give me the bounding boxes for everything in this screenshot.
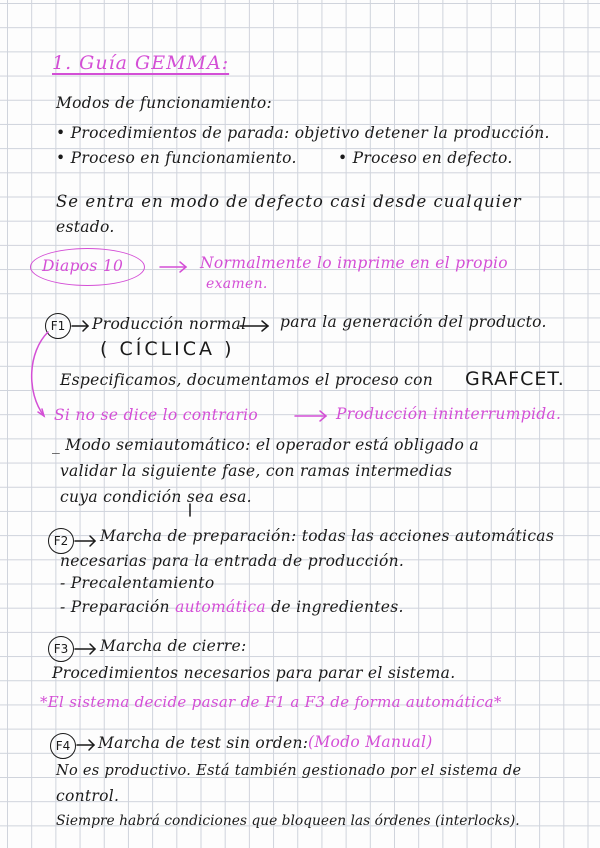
f1-badge: F1 bbox=[45, 313, 71, 339]
f4-line: Marcha de test sin orden: bbox=[98, 734, 309, 752]
bullet-item: • Proceso en funcionamiento. bbox=[56, 149, 297, 167]
bullet-text: Proceso en defecto. bbox=[352, 149, 513, 167]
f1-semi: _ Modo semiautomático: el operador está obligado a bbox=[52, 436, 479, 454]
f1-line: Producción normal bbox=[92, 315, 247, 333]
arrow-right-icon bbox=[77, 740, 94, 750]
bullet-item: • Proceso en defecto. bbox=[338, 149, 513, 167]
f1-spec: Especificamos, documentamos el proceso con bbox=[60, 371, 433, 389]
page-title: 1. Guía GEMMA: bbox=[52, 52, 230, 74]
f3-line-cont: Procedimientos necesarios para parar el sistema. bbox=[52, 664, 456, 682]
f2-line-cont: necesarias para la entrada de producción. bbox=[60, 552, 405, 570]
f3-badge: F3 bbox=[48, 636, 74, 662]
defect-note: Se entra en modo de defecto casi desde cualquier bbox=[56, 192, 522, 211]
arrow-right-icon bbox=[72, 321, 88, 331]
f2-item-text: Precalentamiento bbox=[70, 574, 215, 592]
arrow-right-icon bbox=[75, 644, 95, 654]
f2-item-text: de ingredientes. bbox=[271, 598, 404, 616]
diapos-note-cont: examen. bbox=[206, 276, 268, 292]
arrow-right-icon bbox=[240, 321, 268, 331]
defect-note-cont: estado. bbox=[56, 218, 115, 236]
f3-line: Marcha de cierre: bbox=[100, 637, 247, 655]
f4-line-cont3: Siempre habrá condiciones que bloqueen las órdenes (interlocks). bbox=[56, 813, 520, 829]
f4-line-cont: No es productivo. Está también gestionado por el sistema de bbox=[56, 763, 522, 779]
f2-line: Marcha de preparación: todas las acciones automáticas bbox=[100, 527, 555, 545]
f2-item-highlight: automática bbox=[175, 598, 266, 616]
f2-item: - Precalentamiento bbox=[60, 574, 215, 592]
f1-cyclic: ( CÍCLICA ) bbox=[100, 338, 235, 360]
bullet-text: Procedimientos de parada: objetivo detener la producción. bbox=[70, 124, 550, 142]
f1-semi-cont2: cuya condición sea esa. bbox=[60, 488, 252, 506]
f1-line-right: para la generación del producto. bbox=[280, 313, 547, 331]
f1-default-right: Producción ininterrumpida. bbox=[336, 405, 562, 423]
arrow-right-icon bbox=[75, 536, 95, 546]
f3-auto-note: *El sistema decide pasar de F1 a F3 de forma automática* bbox=[40, 693, 502, 711]
f1-spec-tool: GRAFCET. bbox=[465, 368, 565, 390]
f2-item: - Preparación automática de ingredientes. bbox=[60, 598, 404, 616]
f1-default-left: Si no se dice lo contrario bbox=[54, 406, 259, 424]
bullet-item: • Procedimientos de parada: objetivo detener la producción. bbox=[56, 124, 550, 142]
f2-item-text: Preparación bbox=[70, 598, 170, 616]
diapos-label: Diapos 10 bbox=[42, 257, 124, 275]
curve-arrow-icon bbox=[32, 332, 48, 416]
arrow-right-icon bbox=[160, 262, 186, 272]
f2-badge: F2 bbox=[48, 528, 74, 554]
modes-heading: Modos de funcionamiento: bbox=[56, 94, 273, 112]
f4-line-pink: (Modo Manual) bbox=[308, 733, 433, 751]
diapos-note: Normalmente lo imprime en el propio bbox=[200, 254, 508, 272]
f1-semi-text: Modo semiautomático: el operador está obligado a bbox=[65, 436, 479, 454]
arrow-right-icon bbox=[295, 411, 326, 421]
f4-line-cont2: control. bbox=[56, 787, 120, 805]
bullet-text: Proceso en funcionamiento. bbox=[70, 149, 297, 167]
f1-semi-cont: validar la siguiente fase, con ramas intermedias bbox=[60, 462, 453, 480]
f4-badge: F4 bbox=[50, 733, 76, 759]
